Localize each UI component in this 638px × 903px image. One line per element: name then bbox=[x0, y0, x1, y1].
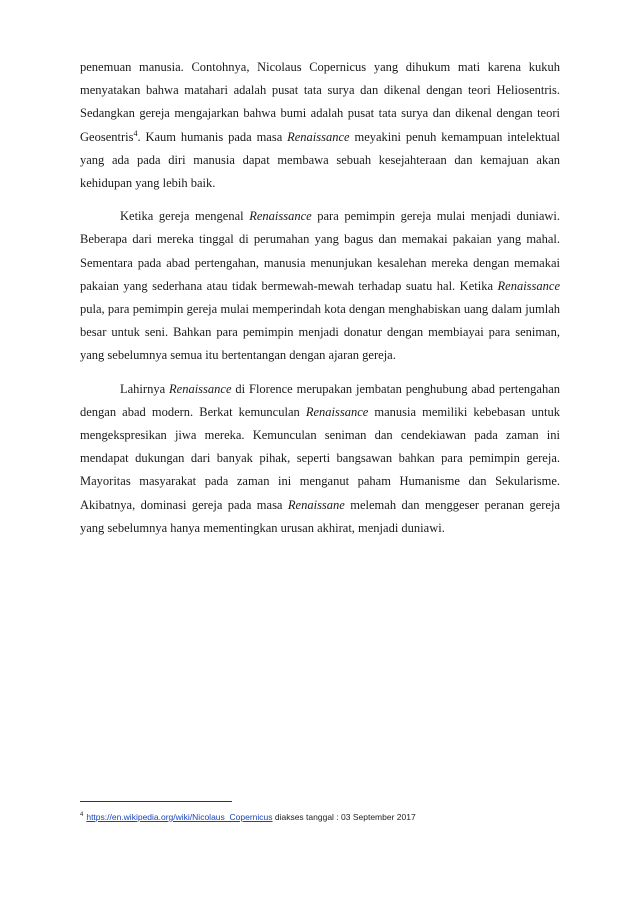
paragraph-2 bbox=[80, 205, 560, 367]
paragraph-3-italic-1: Renaissance bbox=[169, 381, 232, 396]
paragraph-1 bbox=[80, 56, 560, 195]
paragraph-3-text-2: di Florence merupakan jembatan penghubung abad pertengahan dengan abad modern. Berkat kemunculan bbox=[80, 381, 560, 419]
paragraph-2-italic-2: Renaissance bbox=[497, 278, 560, 293]
footnote-link[interactable]: https://en.wikipedia.org/wiki/Nicolaus_Copernicus bbox=[86, 812, 273, 822]
footnote-reference-4[interactable]: 4 bbox=[133, 128, 138, 138]
footnote-number: 4 bbox=[80, 812, 84, 819]
paragraph-3 bbox=[80, 378, 560, 540]
paragraph-1-text-1: penemuan manusia. Contohnya, Nicolaus Copernicus yang dihukum mati karena kukuh menyatakan bahwa matahari adalah pusat tata surya dan dikenal dengan teori Heliosentris. Sedangkan gereja mengajarkan bahwa bumi adalah pusat tata surya dan dikenal dengan teori Geosentris bbox=[80, 60, 560, 144]
footnote-separator bbox=[80, 801, 232, 802]
body-text bbox=[80, 56, 560, 540]
paragraph-2-text-3: pula, para pemimpin gereja mulai memperindah kota dengan menghabiskan uang dalam jumlah besar untuk seni. Bahkan para pemimpin menjadi donatur dengan membiayai para seniman, yang sebelumnya semua itu bertentangan dengan ajaran gereja. bbox=[80, 302, 560, 363]
footnote-text: diakses tanggal : 03 September 2017 bbox=[272, 812, 416, 822]
paragraph-2-text-1: Ketika gereja mengenal bbox=[120, 209, 250, 224]
paragraph-1-italic-1: Renaissance bbox=[287, 129, 350, 144]
paragraph-3-italic-2: Renaissance bbox=[305, 404, 369, 419]
paragraph-1-text-3: meyakini penuh kemampuan intelektual yang ada pada diri manusia dapat membawa sebuah kesejahteraan dan kemajuan akan kehidupan yang lebih baik. bbox=[80, 129, 560, 191]
paragraph-2-italic-1: Renaissance bbox=[249, 209, 312, 224]
paragraph-3-text-3: manusia memiliki kebebasan untuk mengekspresikan jiwa mereka. Kemunculan seniman dan cendekiawan pada zaman ini mendapat dukungan dari banyak pihak, seperti bangsawan bahkan para pemimpin gereja. Mayoritas masyarakat pada zaman ini menganut paham Humanisme dan Sekularisme. Akibatnya, dominasi gereja pada masa bbox=[80, 404, 560, 512]
paragraph-3-text-4: melemah dan menggeser peranan gereja yang sebelumnya hanya mementingkan urusan akhirat, menjadi duniawi. bbox=[80, 497, 560, 535]
paragraph-2-text-2: para pemimpin gereja mulai menjadi duniawi. Beberapa dari mereka tinggal di perumahan yang bagus dan memakai pakaian yang mahal. Sementara pada abad pertengahan, manusia menunjukan kesalehan mereka dengan memakai pakaian yang sederhana atau tidak bermewah-mewah terhadap suatu hal. Ketika bbox=[80, 209, 560, 293]
paragraph-3-text-1: Lahirnya bbox=[120, 381, 170, 396]
footnote-4 bbox=[80, 812, 416, 822]
paragraph-3-italic-3: Renaissane bbox=[287, 497, 345, 512]
paragraph-1-text-2: . Kaum humanis pada masa bbox=[137, 129, 288, 144]
